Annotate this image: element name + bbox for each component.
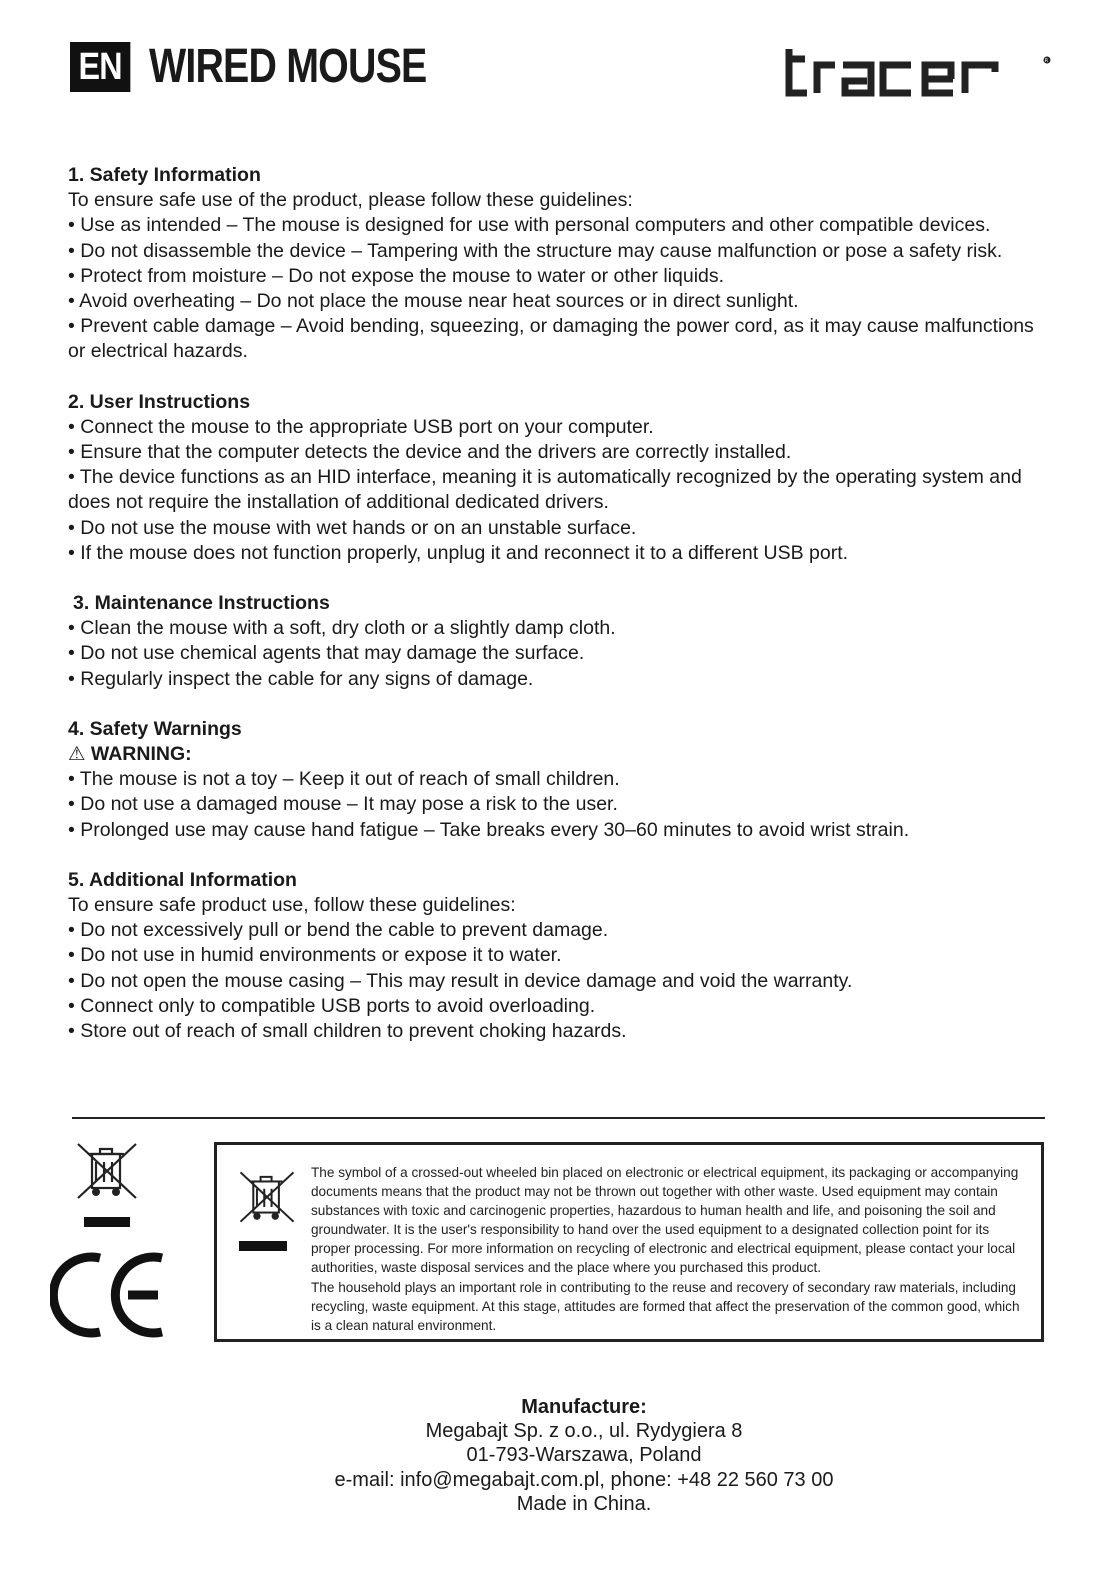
section-title: 5. Additional Information [68,868,297,891]
section-user-instructions [68,390,1048,566]
manufacturer-title: Manufacture: [521,1396,647,1418]
section-safety-information [68,163,1048,365]
section-additional-information [68,868,1048,1044]
manufacturer-city: 01-793-Warszawa, Poland [466,1444,702,1467]
list-item: • Connect the mouse to the appropriate USB port on your computer. [68,415,654,438]
list-item: • Do not use in humid environments or expose it to water. [68,944,562,967]
section-maintenance-instructions [68,591,1048,692]
section-intro: To ensure safe product use, follow these guidelines: [68,894,516,917]
list-item: • Regularly inspect the cable for any signs of damage. [68,667,534,690]
section-title: 3. Maintenance Instructions [73,592,330,615]
list-item: • Clean the mouse with a soft, dry cloth or a slightly damp cloth. [68,617,616,640]
weee-bar [84,1217,130,1227]
list-item: • Use as intended – The mouse is designed for use with personal computers and other compatible devices. [68,214,991,237]
manufacturer-info [0,1395,1119,1516]
list-item: • Do not use a damaged mouse – It may pose a risk to the user. [68,793,618,816]
list-item: • Store out of reach of small children to prevent choking hazards. [68,1020,627,1043]
manufacturer-contact: e-mail: info@megabajt.com.pl, phone: +48 22 560 73 00 [334,1468,834,1491]
weee-disposal-text [311,1163,1031,1335]
manufacturer-company: Megabajt Sp. z o.o., ul. Rydygiera 8 [425,1420,743,1443]
list-item: • If the mouse does not function properly, unplug it and reconnect it to a different USB port. [68,541,849,564]
document-body [68,163,1048,1069]
header [70,40,487,94]
weee-info-box [214,1142,1044,1342]
weee-paragraph: The household plays an important role in contributing to the reuse and recovery of secondary raw materials, including recycling, waste equipment. At this stage, attitudes are formed that affect the preservation of the common good, which is a clean natural environment. [311,1279,1020,1333]
weee-bar [239,1241,287,1251]
weee-symbol [72,1140,142,1227]
list-item: • Do not excessively pull or bend the cable to prevent damage. [68,919,609,942]
section-title: 1. Safety Information [68,164,261,186]
list-item: • Do not use chemical agents that may damage the surface. [68,642,585,665]
weee-paragraph: The symbol of a crossed-out wheeled bin placed on electronic or electrical equipment, its packaging or accompanying documents means that the product may not be thrown out together with other waste. Used equipment may contain substances with toxic and carcinogenic properties, hazardous to human health and life, and poisoning the soil and groundwater. It is the user's responsibility to hand over the used equipment to a designated collection point for its proper processing. For more information on recycling of electronic and electrical equipment, please contact your local authorities, waste disposal services and the place where you purchased this product. [311,1165,1019,1276]
list-item: • Do not open the mouse casing – This may result in device damage and void the warranty. [68,969,853,992]
list-item: • Ensure that the computer detects the device and the drivers are correctly installed. [68,441,792,464]
section-safety-warnings [68,717,1048,843]
language-badge: EN [70,42,130,92]
tracer-logo [783,45,1053,97]
list-item: • The mouse is not a toy – Keep it out of reach of small children. [68,768,620,791]
list-item: • Do not disassemble the device – Tampering with the structure may cause malfunction or pose a safety risk. [68,239,1003,262]
list-item: • Prolonged use may cause hand fatigue – Take breaks every 30–60 minutes to avoid wrist strain. [68,818,910,841]
divider [72,1117,1045,1119]
svg-text:R: R [1044,58,1049,64]
list-item: • Avoid overheating – Do not place the mouse near heat sources or in direct sunlight. [68,290,799,313]
section-title: 4. Safety Warnings [68,717,242,740]
warning-label: ⚠ WARNING: [68,743,192,766]
list-item: • Prevent cable damage – Avoid bending, squeezing, or damaging the power cord, as it may cause malfunctions or electrical hazards. [68,315,1034,363]
list-item: • Protect from moisture – Do not expose the mouse to water or other liquids. [68,264,725,287]
ce-mark-icon [50,1250,170,1340]
document-title: WIRED MOUSE [148,40,427,93]
list-item: • The device functions as an HID interface, meaning it is automatically recognized by the operating system and does not require the installation of additional dedicated drivers. [68,466,1022,514]
crossed-bin-icon [235,1165,299,1229]
section-title: 2. User Instructions [68,390,251,413]
list-item: • Do not use the mouse with wet hands or on an unstable surface. [68,516,637,539]
crossed-bin-icon [72,1140,142,1202]
manufacturer-origin: Made in China. [516,1492,652,1515]
list-item: • Connect only to compatible USB ports to avoid overloading. [68,994,596,1017]
section-intro: To ensure safe use of the product, please follow these guidelines: [68,189,633,212]
